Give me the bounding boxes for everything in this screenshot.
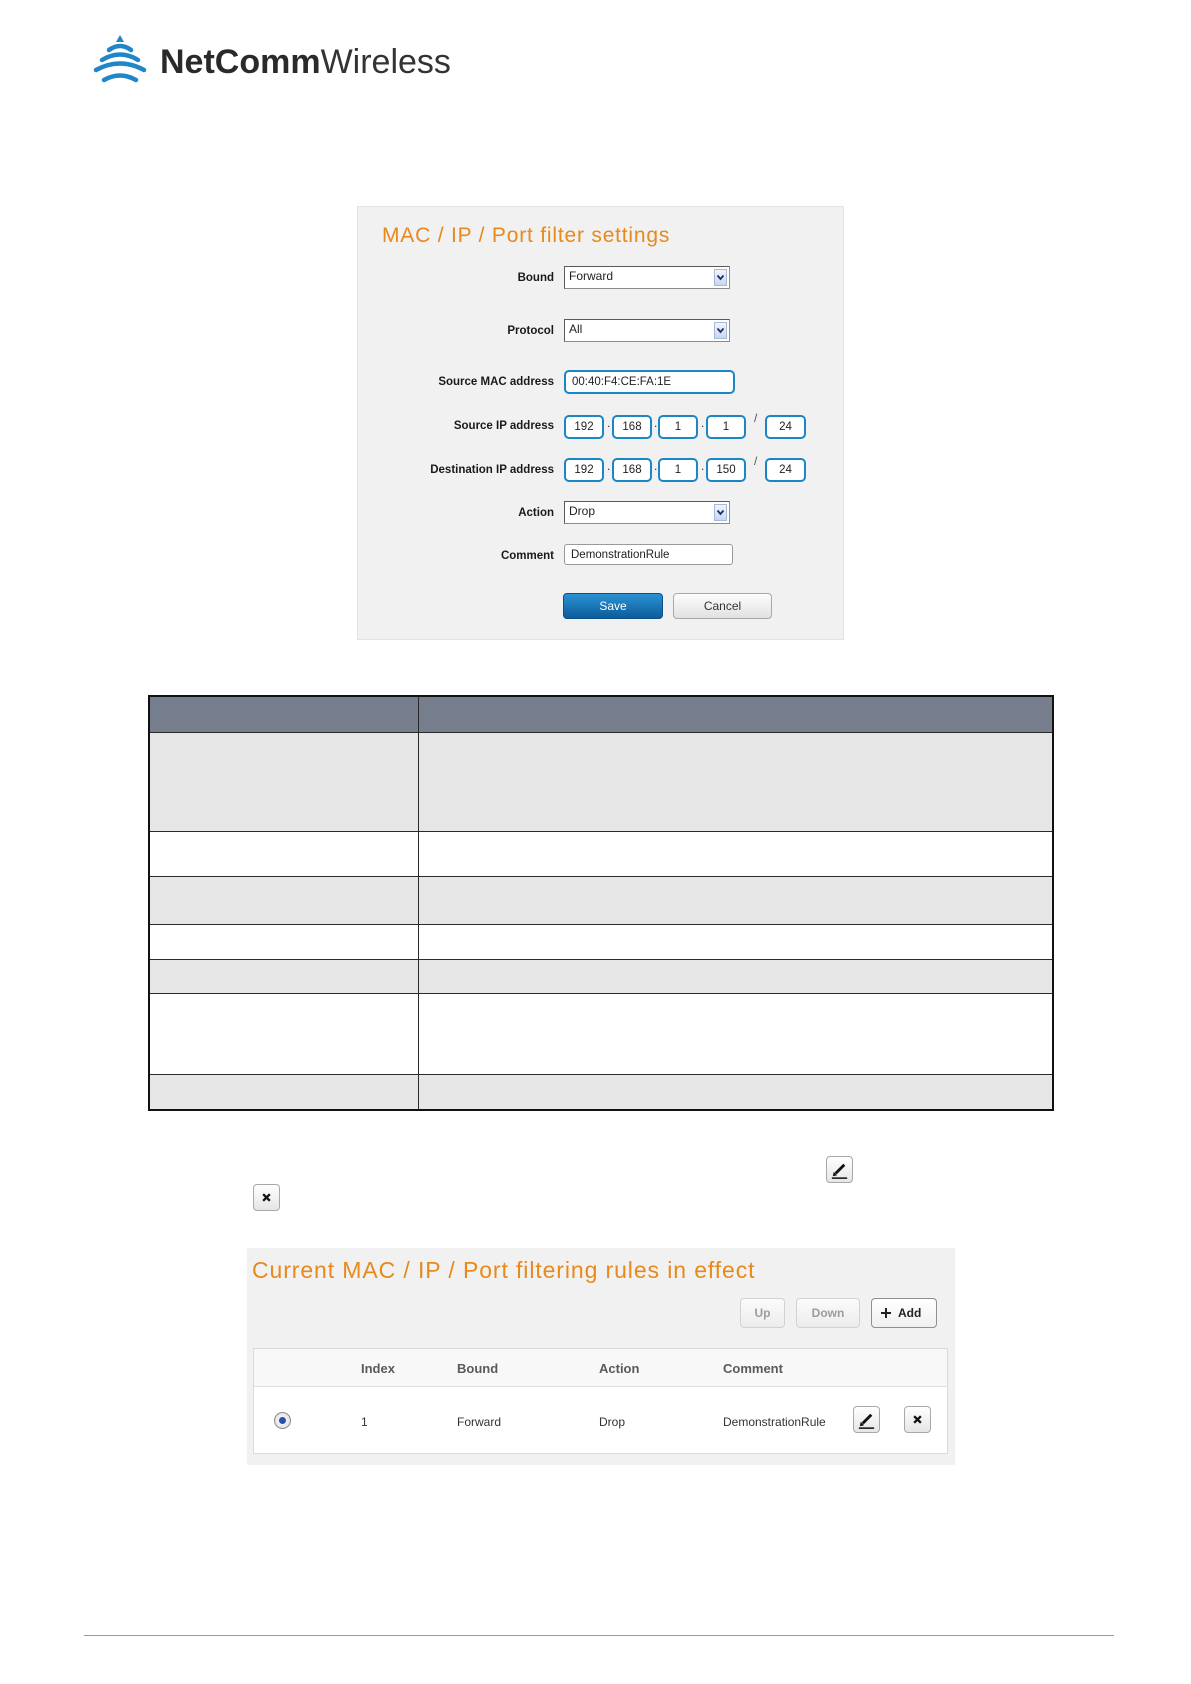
brand-logo	[92, 32, 462, 88]
table-cell	[418, 993, 1053, 1074]
action-select[interactable]	[564, 501, 730, 524]
protocol-select[interactable]	[564, 319, 730, 342]
bound-label: Bound	[517, 272, 554, 284]
table-row	[149, 959, 1053, 993]
table-header-cell	[418, 696, 1053, 732]
ip-separator: .	[654, 459, 658, 473]
action-select-value: Drop	[569, 504, 596, 518]
mask-separator: /	[754, 454, 758, 468]
pencil-icon	[855, 1408, 878, 1431]
table-header-row	[149, 696, 1053, 732]
table-cell	[149, 876, 418, 924]
ip-separator: .	[607, 416, 611, 430]
chevron-down-icon	[714, 322, 727, 339]
move-down-button[interactable]: Down	[796, 1298, 860, 1328]
table-header-cell	[149, 696, 418, 732]
table-cell	[418, 959, 1053, 993]
destination-ip-octet-4[interactable]	[706, 458, 746, 482]
table-cell	[418, 831, 1053, 876]
settings-description-table	[148, 695, 1054, 1111]
close-icon	[906, 1408, 929, 1431]
move-up-button[interactable]: Up	[740, 1298, 785, 1328]
table-cell	[418, 876, 1053, 924]
table-cell	[149, 993, 418, 1074]
table-cell	[149, 732, 418, 831]
cancel-button[interactable]: Cancel	[673, 593, 772, 619]
destination-ip-label: Destination IP address	[430, 464, 554, 476]
table-cell	[149, 924, 418, 959]
chevron-down-icon	[714, 269, 727, 286]
plus-icon	[880, 1307, 892, 1319]
add-rule-label: Add	[898, 1306, 922, 1320]
pencil-icon	[826, 1156, 853, 1183]
table-cell	[149, 831, 418, 876]
source-ip-octet-4[interactable]	[706, 415, 746, 439]
table-cell	[149, 959, 418, 993]
protocol-label: Protocol	[507, 325, 554, 337]
destination-ip-octet-3[interactable]	[658, 458, 698, 482]
filtering-rules-panel	[247, 1248, 955, 1465]
rules-table-header	[254, 1349, 947, 1387]
brand-name-light: Wireless	[320, 43, 451, 81]
table-cell	[418, 1074, 1053, 1110]
action-label: Action	[518, 507, 554, 519]
source-mac-input[interactable]	[564, 370, 735, 394]
ip-separator: .	[654, 416, 658, 430]
source-ip-mask[interactable]	[765, 415, 806, 439]
table-row	[149, 924, 1053, 959]
chevron-down-icon	[714, 504, 727, 521]
rule-row	[254, 1387, 947, 1453]
table-cell	[149, 1074, 418, 1110]
ip-separator: .	[607, 459, 611, 473]
rule-comment: DemonstrationRule	[723, 1415, 826, 1429]
ip-separator: .	[701, 459, 705, 473]
rule-index: 1	[361, 1415, 368, 1429]
destination-ip-octet-2[interactable]	[612, 458, 652, 482]
save-button[interactable]: Save	[563, 593, 663, 619]
source-ip-label: Source IP address	[453, 420, 554, 432]
close-icon	[253, 1184, 280, 1211]
table-row	[149, 1074, 1053, 1110]
source-ip-octet-1[interactable]	[564, 415, 604, 439]
ip-separator: .	[701, 416, 705, 430]
radio-selected-dot	[279, 1417, 286, 1424]
destination-ip-octet-1[interactable]	[564, 458, 604, 482]
column-header-bound: Bound	[457, 1361, 499, 1376]
wifi-logo-icon	[92, 35, 148, 85]
footer-divider	[84, 1635, 1114, 1636]
brand-name	[160, 42, 451, 82]
filter-settings-panel	[357, 206, 844, 640]
bound-select-value: Forward	[569, 269, 614, 283]
rule-bound: Forward	[457, 1415, 502, 1429]
mask-separator: /	[754, 411, 758, 425]
rule-select-radio[interactable]	[274, 1412, 291, 1429]
bound-select[interactable]	[564, 266, 730, 289]
table-cell	[418, 924, 1053, 959]
table-row	[149, 831, 1053, 876]
table-row	[149, 993, 1053, 1074]
add-rule-button[interactable]	[871, 1298, 937, 1328]
protocol-select-value: All	[569, 322, 583, 336]
source-mac-label: Source MAC address	[438, 376, 554, 388]
column-header-action: Action	[599, 1361, 640, 1376]
rule-action: Drop	[599, 1415, 626, 1429]
form-title: MAC / IP / Port filter settings	[382, 224, 671, 247]
source-ip-octet-2[interactable]	[612, 415, 652, 439]
column-header-comment: Comment	[723, 1361, 783, 1376]
comment-label: Comment	[500, 550, 554, 562]
comment-input[interactable]	[564, 544, 733, 565]
rules-panel-title: Current MAC / IP / Port filtering rules in effect	[252, 1257, 756, 1283]
edit-rule-button[interactable]	[853, 1406, 880, 1433]
table-cell	[418, 732, 1053, 831]
table-row	[149, 732, 1053, 831]
destination-ip-mask[interactable]	[765, 458, 806, 482]
rules-table	[253, 1348, 948, 1454]
column-header-index: Index	[361, 1361, 395, 1376]
table-row	[149, 876, 1053, 924]
brand-name-bold: NetComm	[160, 43, 321, 81]
source-ip-octet-3[interactable]	[658, 415, 698, 439]
delete-rule-button[interactable]	[904, 1406, 931, 1433]
